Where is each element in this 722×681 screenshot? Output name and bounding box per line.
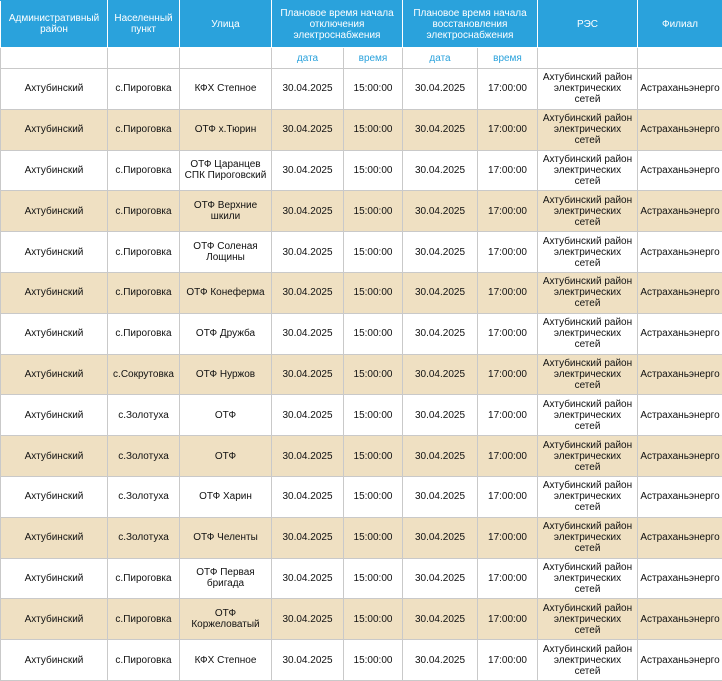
district-cell: Ахтубинский — [1, 191, 108, 232]
on-date-cell: 30.04.2025 — [403, 232, 478, 273]
street-cell: ОТФ Дружба — [180, 313, 272, 354]
street-cell: ОТФ Верхние шкили — [180, 191, 272, 232]
subheader-empty-res — [538, 48, 638, 69]
res-cell: Ахтубинский район электрических сетей — [538, 599, 638, 640]
street-cell: ОТФ Конеферма — [180, 272, 272, 313]
off-date-cell: 30.04.2025 — [272, 109, 344, 150]
branch-cell: Астраханьэнерго — [638, 517, 722, 558]
res-cell: Ахтубинский район электрических сетей — [538, 476, 638, 517]
settlement-cell: с.Пироговка — [108, 640, 180, 681]
off-time-cell: 15:00:00 — [344, 436, 403, 477]
on-time-cell: 17:00:00 — [478, 395, 538, 436]
res-cell: Ахтубинский район электрических сетей — [538, 272, 638, 313]
table-row — [1, 558, 722, 599]
street-cell: ОТФ Челенты — [180, 517, 272, 558]
on-date-cell: 30.04.2025 — [403, 558, 478, 599]
res-cell: Ахтубинский район электрических сетей — [538, 109, 638, 150]
branch-cell: Астраханьэнерго — [638, 150, 722, 191]
on-date-cell: 30.04.2025 — [403, 640, 478, 681]
off-date-cell: 30.04.2025 — [272, 232, 344, 273]
col-header-branch: Филиал — [638, 1, 722, 48]
off-date-cell: 30.04.2025 — [272, 436, 344, 477]
table-row — [1, 436, 722, 477]
settlement-cell: с.Золотуха — [108, 517, 180, 558]
settlement-cell: с.Сокрутовка — [108, 354, 180, 395]
off-date-cell: 30.04.2025 — [272, 354, 344, 395]
res-cell: Ахтубинский район электрических сетей — [538, 69, 638, 110]
table-row — [1, 232, 722, 273]
settlement-cell: с.Золотуха — [108, 395, 180, 436]
col-header-settlement: Населенный пункт — [108, 1, 180, 48]
off-date-cell: 30.04.2025 — [272, 191, 344, 232]
on-time-cell: 17:00:00 — [478, 313, 538, 354]
off-time-cell: 15:00:00 — [344, 272, 403, 313]
on-time-cell: 17:00:00 — [478, 150, 538, 191]
res-cell: Ахтубинский район электрических сетей — [538, 191, 638, 232]
res-cell: Ахтубинский район электрических сетей — [538, 395, 638, 436]
branch-cell: Астраханьэнерго — [638, 395, 722, 436]
off-time-cell: 15:00:00 — [344, 354, 403, 395]
table-row — [1, 69, 722, 110]
branch-cell: Астраханьэнерго — [638, 69, 722, 110]
on-time-cell: 17:00:00 — [478, 354, 538, 395]
district-cell: Ахтубинский — [1, 640, 108, 681]
settlement-cell: с.Пироговка — [108, 109, 180, 150]
branch-cell: Астраханьэнерго — [638, 640, 722, 681]
street-cell: ОТФ Харин — [180, 476, 272, 517]
off-time-cell: 15:00:00 — [344, 395, 403, 436]
subheader-on-time: время — [478, 48, 538, 69]
table-row — [1, 640, 722, 681]
col-header-on-time: Плановое время начала восстановления электроснабжения — [403, 1, 538, 48]
res-cell: Ахтубинский район электрических сетей — [538, 232, 638, 273]
on-time-cell: 17:00:00 — [478, 191, 538, 232]
on-time-cell: 17:00:00 — [478, 232, 538, 273]
off-time-cell: 15:00:00 — [344, 558, 403, 599]
street-cell: ОТФ — [180, 395, 272, 436]
col-header-street: Улица — [180, 1, 272, 48]
off-date-cell: 30.04.2025 — [272, 517, 344, 558]
district-cell: Ахтубинский — [1, 109, 108, 150]
settlement-cell: с.Золотуха — [108, 436, 180, 477]
district-cell: Ахтубинский — [1, 150, 108, 191]
col-header-off-time: Плановое время начала отключения электроснабжения — [272, 1, 403, 48]
settlement-cell: с.Пироговка — [108, 313, 180, 354]
subheader-off-date: дата — [272, 48, 344, 69]
table-row — [1, 517, 722, 558]
district-cell: Ахтубинский — [1, 436, 108, 477]
street-cell: ОТФ Соленая Лощины — [180, 232, 272, 273]
off-time-cell: 15:00:00 — [344, 313, 403, 354]
subheader-off-time: время — [344, 48, 403, 69]
res-cell: Ахтубинский район электрических сетей — [538, 640, 638, 681]
table-row — [1, 313, 722, 354]
district-cell: Ахтубинский — [1, 232, 108, 273]
table-row — [1, 476, 722, 517]
on-date-cell: 30.04.2025 — [403, 476, 478, 517]
on-date-cell: 30.04.2025 — [403, 109, 478, 150]
on-date-cell: 30.04.2025 — [403, 436, 478, 477]
off-date-cell: 30.04.2025 — [272, 313, 344, 354]
street-cell: ОТФ — [180, 436, 272, 477]
settlement-cell: с.Пироговка — [108, 599, 180, 640]
district-cell: Ахтубинский — [1, 69, 108, 110]
branch-cell: Астраханьэнерго — [638, 191, 722, 232]
res-cell: Ахтубинский район электрических сетей — [538, 150, 638, 191]
subheader-empty-street — [180, 48, 272, 69]
res-cell: Ахтубинский район электрических сетей — [538, 436, 638, 477]
on-time-cell: 17:00:00 — [478, 69, 538, 110]
off-time-cell: 15:00:00 — [344, 640, 403, 681]
res-cell: Ахтубинский район электрических сетей — [538, 354, 638, 395]
off-time-cell: 15:00:00 — [344, 150, 403, 191]
on-time-cell: 17:00:00 — [478, 436, 538, 477]
on-date-cell: 30.04.2025 — [403, 395, 478, 436]
on-time-cell: 17:00:00 — [478, 476, 538, 517]
table-row — [1, 599, 722, 640]
res-cell: Ахтубинский район электрических сетей — [538, 313, 638, 354]
subheader-empty-settlement — [108, 48, 180, 69]
on-date-cell: 30.04.2025 — [403, 191, 478, 232]
off-date-cell: 30.04.2025 — [272, 272, 344, 313]
branch-cell: Астраханьэнерго — [638, 436, 722, 477]
district-cell: Ахтубинский — [1, 272, 108, 313]
street-cell: КФХ Степное — [180, 640, 272, 681]
off-time-cell: 15:00:00 — [344, 232, 403, 273]
branch-cell: Астраханьэнерго — [638, 109, 722, 150]
settlement-cell: с.Пироговка — [108, 150, 180, 191]
off-date-cell: 30.04.2025 — [272, 395, 344, 436]
street-cell: КФХ Степное — [180, 69, 272, 110]
res-cell: Ахтубинский район электрических сетей — [538, 558, 638, 599]
off-time-cell: 15:00:00 — [344, 517, 403, 558]
on-date-cell: 30.04.2025 — [403, 150, 478, 191]
header-row — [1, 1, 722, 48]
subheader-empty-branch — [638, 48, 722, 69]
branch-cell: Астраханьэнерго — [638, 272, 722, 313]
off-date-cell: 30.04.2025 — [272, 476, 344, 517]
off-time-cell: 15:00:00 — [344, 191, 403, 232]
off-date-cell: 30.04.2025 — [272, 150, 344, 191]
district-cell: Ахтубинский — [1, 599, 108, 640]
settlement-cell: с.Пироговка — [108, 558, 180, 599]
on-date-cell: 30.04.2025 — [403, 313, 478, 354]
street-cell: ОТФ х.Тюрин — [180, 109, 272, 150]
on-time-cell: 17:00:00 — [478, 558, 538, 599]
off-time-cell: 15:00:00 — [344, 69, 403, 110]
on-date-cell: 30.04.2025 — [403, 272, 478, 313]
district-cell: Ахтубинский — [1, 476, 108, 517]
subheader-empty-district — [1, 48, 108, 69]
branch-cell: Астраханьэнерго — [638, 232, 722, 273]
col-header-res: РЭС — [538, 1, 638, 48]
table-header — [1, 1, 722, 69]
off-date-cell: 30.04.2025 — [272, 558, 344, 599]
district-cell: Ахтубинский — [1, 395, 108, 436]
table-body — [1, 69, 722, 681]
settlement-cell: с.Пироговка — [108, 232, 180, 273]
settlement-cell: с.Золотуха — [108, 476, 180, 517]
table-row — [1, 272, 722, 313]
table-row — [1, 150, 722, 191]
branch-cell: Астраханьэнерго — [638, 599, 722, 640]
branch-cell: Астраханьэнерго — [638, 558, 722, 599]
settlement-cell: с.Пироговка — [108, 191, 180, 232]
table-row — [1, 395, 722, 436]
on-date-cell: 30.04.2025 — [403, 599, 478, 640]
subheader-row — [1, 48, 722, 69]
on-time-cell: 17:00:00 — [478, 640, 538, 681]
off-time-cell: 15:00:00 — [344, 599, 403, 640]
off-time-cell: 15:00:00 — [344, 109, 403, 150]
table-row — [1, 191, 722, 232]
street-cell: ОТФ Первая бригада — [180, 558, 272, 599]
on-date-cell: 30.04.2025 — [403, 354, 478, 395]
street-cell: ОТФ Царанцев СПК Пироговский — [180, 150, 272, 191]
branch-cell: Астраханьэнерго — [638, 313, 722, 354]
on-date-cell: 30.04.2025 — [403, 69, 478, 110]
off-date-cell: 30.04.2025 — [272, 640, 344, 681]
on-time-cell: 17:00:00 — [478, 272, 538, 313]
res-cell: Ахтубинский район электрических сетей — [538, 517, 638, 558]
table-row — [1, 109, 722, 150]
off-time-cell: 15:00:00 — [344, 476, 403, 517]
district-cell: Ахтубинский — [1, 517, 108, 558]
on-time-cell: 17:00:00 — [478, 517, 538, 558]
subheader-on-date: дата — [403, 48, 478, 69]
district-cell: Ахтубинский — [1, 354, 108, 395]
district-cell: Ахтубинский — [1, 558, 108, 599]
district-cell: Ахтубинский — [1, 313, 108, 354]
col-header-district: Административный район — [1, 1, 108, 48]
off-date-cell: 30.04.2025 — [272, 69, 344, 110]
street-cell: ОТФ Нуржов — [180, 354, 272, 395]
on-date-cell: 30.04.2025 — [403, 517, 478, 558]
on-time-cell: 17:00:00 — [478, 599, 538, 640]
settlement-cell: с.Пироговка — [108, 69, 180, 110]
street-cell: ОТФ Коржеловатый — [180, 599, 272, 640]
branch-cell: Астраханьэнерго — [638, 476, 722, 517]
off-date-cell: 30.04.2025 — [272, 599, 344, 640]
table-row — [1, 354, 722, 395]
on-time-cell: 17:00:00 — [478, 109, 538, 150]
settlement-cell: с.Пироговка — [108, 272, 180, 313]
branch-cell: Астраханьэнерго — [638, 354, 722, 395]
